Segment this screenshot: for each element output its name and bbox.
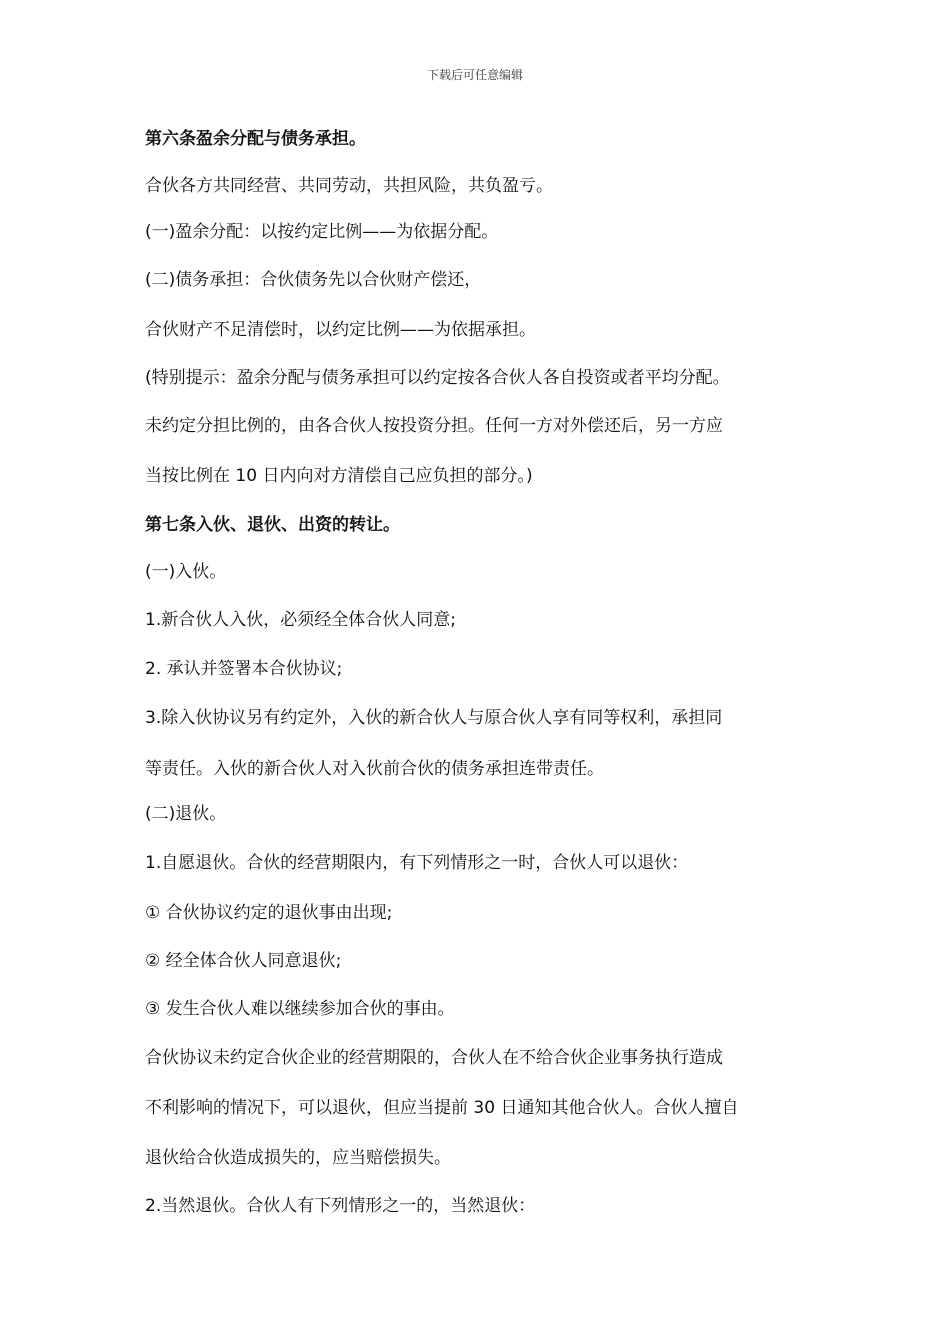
list-item: ② 经全体合伙人同意退伙; bbox=[145, 951, 342, 971]
paragraph-line: 3.除入伙协议另有约定外，入伙的新合伙人与原合伙人享有同等权利，承担同 bbox=[145, 708, 723, 728]
paragraph-line: 合伙各方共同经营、共同劳动，共担风险，共负盈亏。 bbox=[145, 176, 553, 196]
paragraph-line: 1.自愿退伙。合伙的经营期限内，有下列情形之一时，合伙人可以退伙： bbox=[145, 853, 689, 873]
paragraph-line: (二)退伙。 bbox=[145, 804, 227, 824]
paragraph-line: (特别提示：盈余分配与债务承担可以约定按各合伙人各自投资或者平均分配。 bbox=[145, 368, 730, 388]
list-item: ① 合伙协议约定的退伙事由出现; bbox=[145, 903, 393, 923]
paragraph-line: (一)盈余分配：以按约定比例——为依据分配。 bbox=[145, 222, 499, 242]
paragraph-line: (二)债务承担：合伙债务先以合伙财产偿还， bbox=[145, 270, 482, 290]
paragraph-line: 当按比例在 10 日内向对方清偿自己应负担的部分。) bbox=[145, 466, 533, 486]
paragraph-line: 2.当然退伙。合伙人有下列情形之一的，当然退伙： bbox=[145, 1196, 536, 1216]
page-header: 下载后可任意编辑 bbox=[426, 68, 523, 82]
paragraph-line: 退伙给合伙造成损失的，应当赔偿损失。 bbox=[145, 1148, 451, 1168]
paragraph-line: 合伙协议未约定合伙企业的经营期限的，合伙人在不给合伙企业事务执行造成 bbox=[145, 1048, 723, 1068]
paragraph-line: 不利影响的情况下，可以退伙，但应当提前 30 日通知其他合伙人。合伙人擅自 bbox=[145, 1098, 739, 1118]
paragraph-line: 1.新合伙人入伙，必须经全体合伙人同意; bbox=[145, 610, 456, 630]
paragraph-line: (一)入伙。 bbox=[145, 562, 227, 582]
article-7-heading: 第七条入伙、退伙、出资的转让。 bbox=[145, 515, 400, 535]
paragraph-line: 合伙财产不足清偿时，以约定比例——为依据承担。 bbox=[145, 320, 536, 340]
paragraph-line: 等责任。入伙的新合伙人对入伙前合伙的债务承担连带责任。 bbox=[145, 759, 604, 779]
paragraph-line: 2. 承认并签署本合伙协议; bbox=[145, 659, 343, 679]
article-6-heading: 第六条盈余分配与债务承担。 bbox=[145, 129, 366, 149]
list-item: ③ 发生合伙人难以继续参加合伙的事由。 bbox=[145, 999, 455, 1019]
paragraph-line: 未约定分担比例的，由各合伙人按投资分担。任何一方对外偿还后，另一方应 bbox=[145, 416, 723, 436]
